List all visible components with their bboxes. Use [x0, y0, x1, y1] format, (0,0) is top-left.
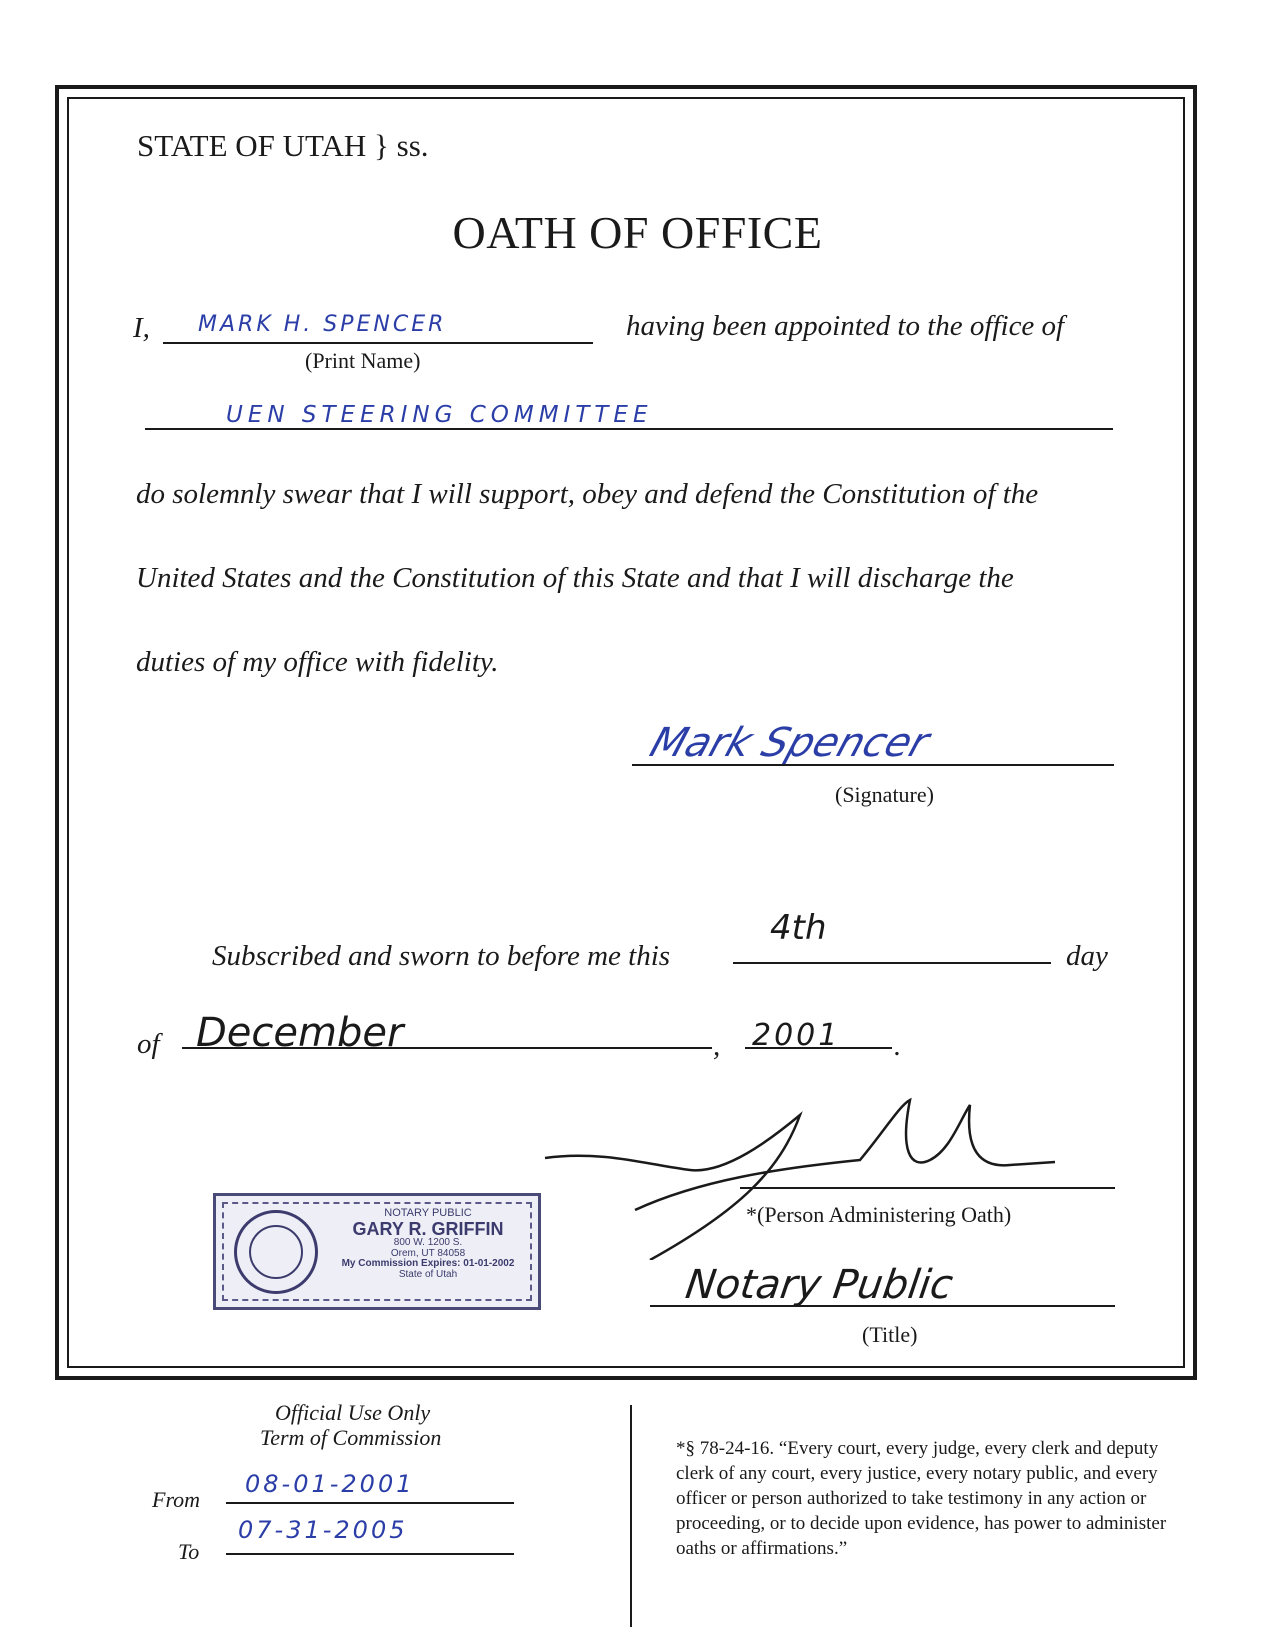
oath-prefix: I,: [133, 312, 150, 344]
print-name-label: (Print Name): [305, 348, 421, 373]
seal-line-5: My Commission Expires: 01-01-2002: [341, 1258, 515, 1270]
to-value: 07-31-2005: [238, 1516, 408, 1544]
year-period: .: [894, 1030, 902, 1062]
title-value: Notary Public: [682, 1262, 956, 1308]
month-comma: ,: [713, 1030, 721, 1062]
year-line: [745, 1047, 892, 1049]
from-value: 08-01-2001: [245, 1470, 415, 1498]
signature-label: (Signature): [835, 782, 934, 807]
print-name-line: [163, 342, 593, 344]
appointed-text: having been appointed to the office of: [626, 310, 1065, 342]
administrator-label: *(Person Administering Oath): [746, 1202, 1012, 1227]
seal-line-1: NOTARY PUBLIC: [384, 1207, 472, 1219]
state-seal-icon: [234, 1210, 318, 1294]
oath-body-line-3: duties of my office with fidelity.: [136, 646, 499, 678]
signature-line: [632, 764, 1114, 766]
from-label: From: [152, 1487, 201, 1512]
seal-line-4: Orem, UT 84058: [390, 1247, 466, 1259]
oath-body-line-2: United States and the Constitution of this State and that I will discharge the: [136, 562, 1014, 594]
print-name-value: MARK H. SPENCER: [198, 312, 447, 337]
seal-line-6: State of Utah: [398, 1268, 458, 1280]
day-value: 4th: [770, 908, 827, 948]
sworn-text: Subscribed and sworn to before me this: [212, 940, 671, 972]
seal-line-2: GARY R. GRIFFIN: [352, 1218, 504, 1239]
of-word: of: [137, 1028, 160, 1060]
from-line: [226, 1502, 514, 1504]
month-line: [182, 1047, 712, 1049]
document-title: OATH OF OFFICE: [452, 207, 823, 258]
to-line: [226, 1553, 514, 1555]
seal-line-3: 800 W. 1200 S.: [393, 1237, 463, 1249]
title-label: (Title): [862, 1322, 918, 1347]
signature-value: Mark Spencer: [644, 720, 935, 766]
office-value: UEN STEERING COMMITTEE: [226, 402, 653, 428]
statute-text: *§ 78-24-16. “Every court, every judge, every clerk and deputy clerk of any court, every justice, every notary public, and every officer or person authorized to take testimony in any action or proceeding, or to decide upon evidence, has power to administer oaths or affirmations.”: [676, 1438, 1167, 1559]
state-line: STATE OF UTAH } ss.: [137, 128, 429, 163]
notary-seal-stamp: [213, 1193, 541, 1310]
title-line: [650, 1305, 1115, 1307]
official-heading-1: Official Use Only: [275, 1400, 431, 1425]
month-value: December: [196, 1010, 404, 1056]
oath-body-line-1: do solemnly swear that I will support, obey and defend the Constitution of the: [136, 478, 1039, 510]
seal-text: [328, 1208, 528, 1280]
to-label: To: [178, 1539, 200, 1564]
bottom-divider: [630, 1405, 632, 1627]
day-line: [733, 962, 1051, 964]
official-heading-2: Term of Commission: [260, 1425, 442, 1450]
administrator-line: [740, 1187, 1115, 1189]
day-word: day: [1066, 940, 1108, 972]
office-line: [145, 428, 1113, 430]
year-value: 2001: [752, 1018, 841, 1053]
